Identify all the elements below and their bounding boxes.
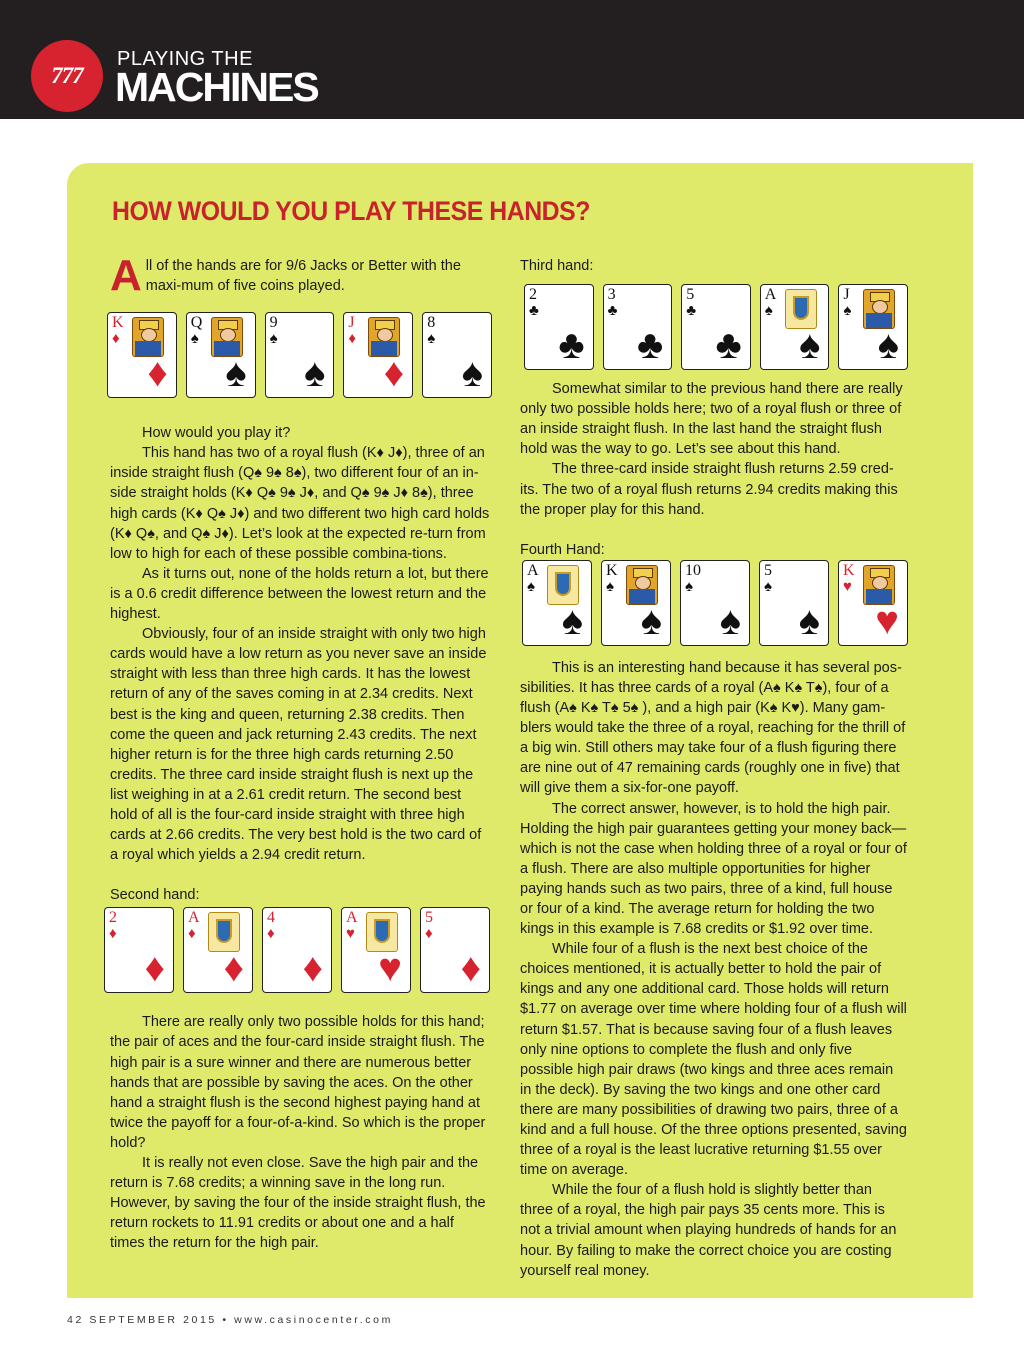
fourth-hand-label: Fourth Hand: — [520, 541, 605, 558]
page-footer: 42 SEPTEMBER 2015 • www.casinocenter.com — [67, 1314, 393, 1326]
body-paragraph: While four of a flush is the next best choice of the choices mentioned, it is actually better to hold the pair of kings and any one additional card. Those holds will return $1.77 on average over time where holding four of a flush will return $1.57. That is because saving four of a flush leaves only nine options to complete the flush and only five possible high pair draws (two kings and three aces remain in the deck). By saving the two kings and one other card there are many possibilities of drawing two pairs, three of a kind and a full house. Of the three options presented, saving three of a royal is the least lucrative returning $1.55 over time on average. — [520, 941, 907, 1179]
club-pip-icon: ♣ — [715, 323, 742, 368]
playing-card — [838, 560, 908, 646]
playing-card — [601, 560, 671, 646]
hand-1-discussion — [110, 423, 492, 865]
body-paragraph: While the four of a flush hold is slightly better than three of a royal, the high pair pays 35 cents more. This is not a trivial amount when playing hundreds of hands for an hour. By failing to make the correct choice you are costing yourself real money. — [520, 1182, 897, 1279]
left-column — [109, 251, 492, 1253]
playing-card — [759, 560, 829, 646]
hand-2-cards — [104, 907, 492, 993]
card-rank: 4 — [267, 909, 275, 927]
card-rank: A — [764, 286, 777, 304]
card-rank: 10 — [685, 561, 701, 579]
card-rank: 2 — [529, 286, 537, 304]
body-paragraph: The three-card inside straight flush returns 2.59 cred-its. The two of a royal flush returns 2.94 credits making this the proper play for this hand. — [520, 461, 898, 518]
playing-card — [420, 907, 490, 993]
diamond-pip-icon: ♦ — [223, 946, 244, 991]
spade-pip-icon: ♠ — [561, 598, 583, 643]
playing-card — [265, 312, 335, 398]
diamond-pip-icon: ♦ — [144, 946, 165, 991]
hand-1-cards — [107, 312, 492, 398]
heart-pip-icon: ♥ — [378, 946, 402, 991]
spade-pip-icon: ♠ — [719, 598, 741, 643]
diamond-pip-icon: ♦ — [383, 351, 405, 396]
hand-3-discussion — [520, 379, 908, 520]
diamond-icon: ♦ — [109, 925, 117, 943]
playing-card — [107, 312, 177, 398]
hand-2-discussion — [110, 1012, 492, 1253]
right-column — [520, 256, 908, 1281]
playing-card — [760, 284, 830, 370]
club-pip-icon: ♣ — [636, 323, 664, 368]
body-paragraph: As it turns out, none of the holds return a lot, but there is a 0.6 credit difference between the lowest return and the highest. — [110, 565, 489, 623]
card-rank: J — [348, 314, 355, 332]
body-paragraph: There are really only two possible holds for this hand; the pair of aces and the four-card inside straight flush. The high pair is a sure winner and there are numerous better hands that are possible by saving the aces. On the other hand a straight flush is the second highest paying hand at twice the payoff for a four-of-a-kind. So which is the proper hold? — [110, 1014, 486, 1151]
intro-paragraph — [110, 251, 492, 300]
playing-card — [680, 560, 750, 646]
article-title: HOW WOULD YOU PLAY THESE HANDS? — [112, 196, 590, 226]
spade-pip-icon: ♠ — [798, 598, 820, 643]
second-hand-label: Second hand: — [110, 887, 200, 904]
playing-card — [343, 312, 413, 398]
playing-card — [186, 312, 256, 398]
body-paragraph: Somewhat similar to the previous hand there are really only two possible holds here; two of a royal flush or three of an inside straight flush. In the last hand the straight flush hold was the way to go. Let’s see about this hand. — [520, 381, 903, 458]
card-rank: K — [606, 561, 618, 579]
section-masthead: MACHINES — [115, 64, 318, 110]
drop-cap: A — [110, 251, 142, 300]
card-rank: K — [843, 561, 855, 579]
diamond-icon: ♦ — [188, 925, 196, 943]
card-rank: Q — [190, 314, 203, 332]
card-rank: 9 — [269, 314, 278, 332]
spade-icon: ♠ — [843, 302, 852, 320]
hand-4-discussion — [520, 658, 908, 1281]
club-icon: ♣ — [686, 302, 697, 320]
header-bar — [0, 0, 1024, 119]
intro-text: ll of the hands are for 9/6 Jacks or Better with the maxi-mum of five coins played. — [145, 258, 461, 295]
diamond-pip-icon: ♦ — [147, 351, 168, 396]
body-paragraph: Obviously, four of an inside straight with only two high cards would have a low return as you never save an inside straight with less than three high cards. It has the lowest return of any of the saves coming in at 2.34 credits. Next best is the king and queen, returning 2.38 credits. Then come the queen and jack returning 2.43 credits. The next higher return is for the three high cards returning 2.50 credits. The three card inside straight flush is next up the list weighing in at a 2.61 credit return. The second best hold of all is the four-card inside straight with three high cards at 2.66 credits. The very best hold is the two card of a royal which yields a 2.94 credit return. — [110, 626, 487, 864]
club-pip-icon: ♣ — [558, 323, 585, 368]
spade-icon: ♠ — [269, 330, 278, 348]
body-paragraph: It is really not even close. Save the high pair and the return is 7.68 credits; a winning save in the long run. However, by saving the four of the inside straight flush, the return rockets to 11.91 credits or about one and a half times the return for the high pair. — [110, 1155, 486, 1252]
diamond-icon: ♦ — [112, 330, 120, 348]
playing-card — [681, 284, 751, 370]
spade-pip-icon: ♠ — [640, 598, 662, 643]
spade-icon: ♠ — [685, 577, 693, 595]
playing-card — [603, 284, 673, 370]
card-rank: 3 — [607, 286, 616, 304]
card-rank: A — [527, 561, 539, 579]
playing-card — [524, 284, 594, 370]
card-rank: 5 — [764, 561, 772, 579]
playing-card — [422, 312, 492, 398]
card-rank: 2 — [109, 909, 117, 927]
card-rank: A — [188, 909, 200, 927]
spade-icon: ♠ — [190, 330, 199, 348]
spade-icon: ♠ — [764, 577, 772, 595]
card-rank: 8 — [427, 314, 436, 332]
playing-card — [183, 907, 253, 993]
spade-icon: ♠ — [427, 330, 436, 348]
body-paragraph: This hand has two of a royal flush (K♦ J♦), three of an inside straight flush (Q♠ 9♠ 8♠), two different four of an in-side straight holds (K♦ Q♠ 9♠ J♦, and Q♠ 9♠ J♦ 8♠), three high cards (K♦ Q♠ J♦) and two different two high card holds (K♦ Q♠, and Q♠ J♦). Let’s look at the expected re-turn from low to high for each of these possible combina-tions. — [110, 445, 490, 562]
card-rank: K — [112, 314, 124, 332]
hand-4-cards — [522, 560, 908, 646]
body-paragraph: How would you play it? — [142, 425, 291, 442]
heart-pip-icon: ♥ — [875, 598, 899, 643]
card-rank: A — [346, 909, 358, 927]
body-paragraph: This is an interesting hand because it has several pos-sibilities. It has three cards of a royal (A♠ K♠ T♠), four of a flush (A♠ K♠ T♠ 5♠ ), and a high pair (K♠ K♥). Many gam-blers would take the three of a royal, reaching for the thrill of a big win. Still others may take four of a flush figuring there are nine out of 47 remaining cards (roughly one in five) that will give them a six-for-one payoff. — [520, 659, 906, 797]
section-kicker: PLAYING THE — [117, 48, 253, 70]
card-rank: 5 — [686, 286, 695, 304]
spade-pip-icon: ♠ — [461, 351, 483, 396]
diamond-icon: ♦ — [267, 925, 275, 943]
heart-icon: ♥ — [843, 577, 852, 595]
playing-card — [341, 907, 411, 993]
spade-pip-icon: ♠ — [304, 351, 326, 396]
playing-card — [838, 284, 908, 370]
spade-icon: ♠ — [764, 302, 773, 320]
hand-3-cards — [524, 284, 908, 370]
spade-pip-icon: ♠ — [799, 323, 821, 368]
diamond-icon: ♦ — [348, 330, 357, 348]
diamond-pip-icon: ♦ — [460, 946, 481, 991]
heart-icon: ♥ — [346, 925, 355, 943]
spade-pip-icon: ♠ — [877, 323, 899, 368]
diamond-icon: ♦ — [425, 925, 433, 943]
playing-card — [262, 907, 332, 993]
card-rank: J — [843, 286, 850, 304]
club-icon: ♣ — [529, 302, 539, 320]
spade-pip-icon: ♠ — [225, 351, 247, 396]
spade-icon: ♠ — [606, 577, 614, 595]
playing-card — [522, 560, 592, 646]
card-rank: 5 — [425, 909, 433, 927]
club-icon: ♣ — [607, 302, 618, 320]
diamond-pip-icon: ♦ — [302, 946, 323, 991]
body-paragraph: The correct answer, however, is to hold the high pair. Holding the high pair guarantees getting your money back—which is not the case when holding three of a royal or four of a flush. There are also multiple opportunities for higher paying hands such as two pairs, three of a kind, full house or four of a kind. The average return for holding the two kings in this example is 7.68 credits or $1.92 over time. — [520, 800, 907, 938]
playing-card — [104, 907, 174, 993]
777-badge-logo: 777 — [31, 40, 103, 112]
third-hand-label: Third hand: — [520, 258, 594, 274]
spade-icon: ♠ — [527, 577, 535, 595]
